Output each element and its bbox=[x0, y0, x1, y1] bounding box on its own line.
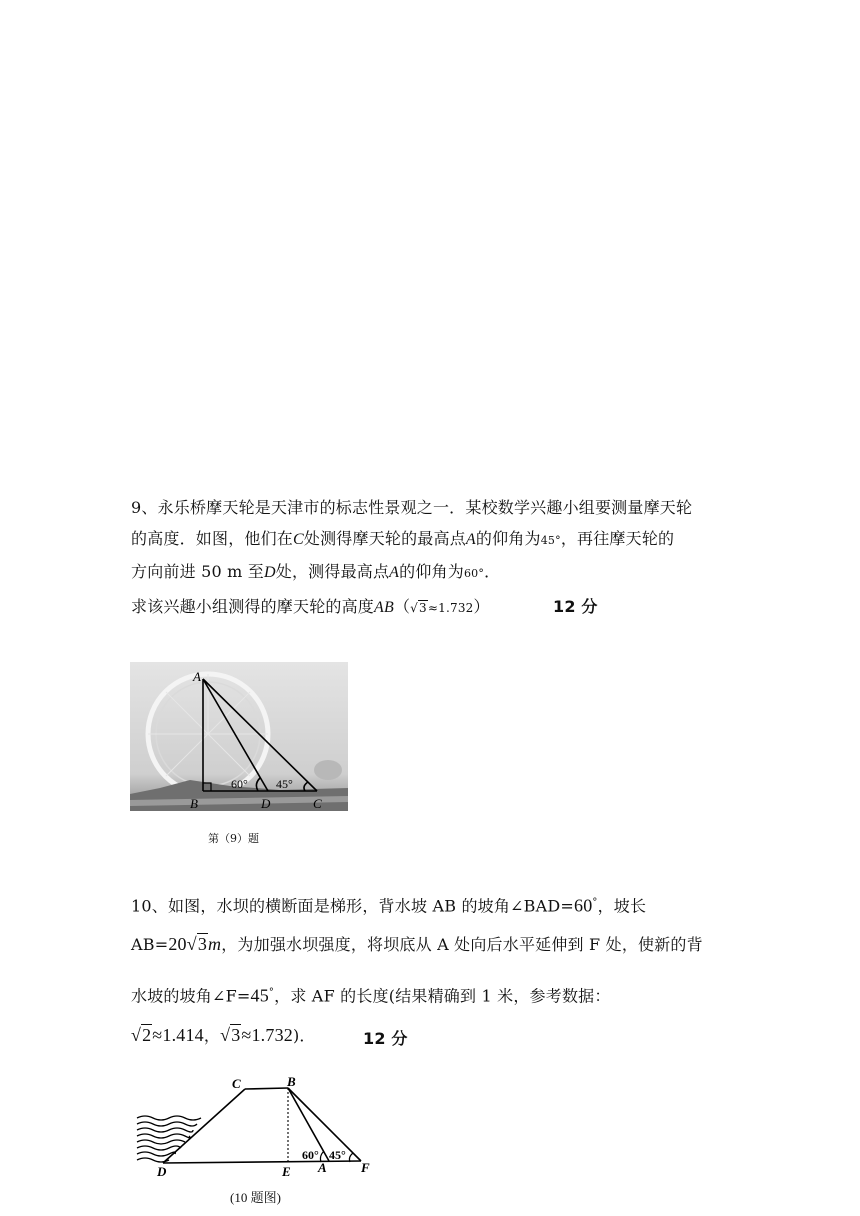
q9-line2-part: 的高度．如图，他们在 bbox=[131, 529, 294, 548]
q9-text-line-4: 求该兴趣小组测得的摩天轮的高度AB（√3≈1.732） bbox=[131, 597, 490, 616]
q9-point-a: A bbox=[465, 531, 476, 548]
q10-sqrt3: 3 bbox=[231, 1025, 241, 1045]
q10-line4-end: )． bbox=[292, 1026, 316, 1045]
q10-comma: ， bbox=[203, 1026, 221, 1045]
q9-line2-part: 的仰角为 bbox=[475, 529, 541, 548]
q9-point-d: D bbox=[264, 564, 276, 581]
label-c: C bbox=[313, 796, 322, 811]
label-c: C bbox=[232, 1076, 241, 1091]
q10-dam-figure bbox=[135, 1072, 375, 1180]
segment-bf bbox=[288, 1088, 361, 1161]
q9-line1: 9、永乐桥摩天轮是天津市的标志性景观之一．某校数学兴趣小组要测量摩天轮 bbox=[131, 498, 693, 517]
q9-approx-value: ≈1.732 bbox=[427, 601, 474, 615]
q10-line1-part: 10、如图，水坝的横断面是梯形，背水坡 AB 的坡角∠BAD= bbox=[131, 896, 574, 916]
q9-text-line-1 bbox=[131, 498, 692, 518]
q9-text-line-2 bbox=[131, 529, 674, 551]
q10-deg-60: 60 bbox=[574, 895, 593, 916]
q10-deg-45: 45 bbox=[250, 985, 269, 1006]
q9-ferris-wheel-figure bbox=[130, 662, 348, 811]
q9-line2-part: ，再往摩天轮的 bbox=[560, 529, 675, 548]
q10-length-radicand: 3 bbox=[197, 934, 208, 954]
q9-point-c: C bbox=[293, 531, 304, 548]
q9-angle-45: 45° bbox=[540, 534, 561, 547]
q9-paren-close: ） bbox=[473, 597, 490, 616]
q10-text-line-1 bbox=[131, 893, 646, 916]
tree-silhouette bbox=[314, 760, 342, 780]
q10-text-line-4: √2≈1.414，√3≈1.732)． bbox=[131, 1025, 316, 1045]
q9-point-a: A bbox=[389, 564, 400, 581]
q9-angle-60: 60° bbox=[463, 567, 485, 580]
label-a: A bbox=[318, 1160, 327, 1175]
label-b: B bbox=[287, 1074, 296, 1089]
q10-score: 12 分 bbox=[363, 1029, 408, 1048]
q10-length-unit: m bbox=[208, 934, 222, 954]
q9-line3-part: 方向前进 50 m 至 bbox=[131, 562, 264, 581]
q10-line3-part: 水坡的坡角∠F= bbox=[131, 986, 251, 1006]
label-d: D bbox=[261, 796, 271, 811]
label-d: D bbox=[157, 1164, 167, 1179]
q9-line3-part: ． bbox=[484, 562, 501, 581]
segment-cb bbox=[245, 1088, 288, 1089]
q10-caption: (10 题图) bbox=[230, 1190, 281, 1205]
q10-sqrt2: 2 bbox=[142, 1025, 152, 1045]
q9-paren-open: （ bbox=[393, 597, 411, 616]
label-a: A bbox=[193, 669, 201, 684]
q10-line1-part: ，坡长 bbox=[597, 896, 647, 916]
q9-sqrt3: 3 bbox=[419, 601, 427, 615]
label-angle-45: 45° bbox=[276, 777, 293, 791]
q10-text-line-3 bbox=[131, 983, 611, 1006]
label-angle-45: 45° bbox=[329, 1148, 346, 1162]
q10-text-line-2: AB=20√3m，为加强水坝强度，将坝底从 A 处向后水平延伸到 F 处，使新的背 bbox=[131, 934, 703, 954]
label-angle-60: 60° bbox=[231, 777, 248, 791]
label-e: E bbox=[282, 1164, 291, 1179]
q9-line2-part: 处测得摩天轮的最高点 bbox=[303, 529, 466, 548]
q9-score: 12 分 bbox=[553, 597, 598, 616]
label-f: F bbox=[361, 1160, 370, 1175]
q9-line3-part: 处，测得最高点 bbox=[275, 562, 390, 581]
q9-segment-ab: AB bbox=[374, 599, 394, 616]
q10-line2-part: AB= bbox=[131, 935, 169, 954]
q9-line4-part: 求该兴趣小组测得的摩天轮的高度 bbox=[131, 597, 375, 616]
q9-text-line-3 bbox=[131, 562, 500, 584]
label-b: B bbox=[190, 796, 198, 811]
q10-degree-symbol: ° bbox=[268, 987, 275, 998]
segment-dc bbox=[163, 1089, 245, 1163]
q10-degree-symbol: ° bbox=[592, 897, 598, 908]
q10-line3-part: ，求 AF 的长度(结果精确到 1 米，参考数据： bbox=[274, 986, 611, 1006]
q10-approx-sqrt2: ≈1.414 bbox=[152, 1025, 204, 1045]
q10-line2-part: ，为加强水坝强度，将坝底从 A 处向后水平延伸到 F 处，使新的背 bbox=[221, 935, 703, 954]
q10-length-coefficient: 20 bbox=[168, 934, 187, 954]
q9-line3-part: 的仰角为 bbox=[399, 562, 464, 581]
label-angle-60: 60° bbox=[302, 1148, 319, 1162]
q9-caption: 第（9）题 bbox=[208, 832, 259, 845]
water-waves bbox=[137, 1116, 201, 1162]
q10-approx-sqrt3: ≈1.732 bbox=[241, 1025, 293, 1045]
